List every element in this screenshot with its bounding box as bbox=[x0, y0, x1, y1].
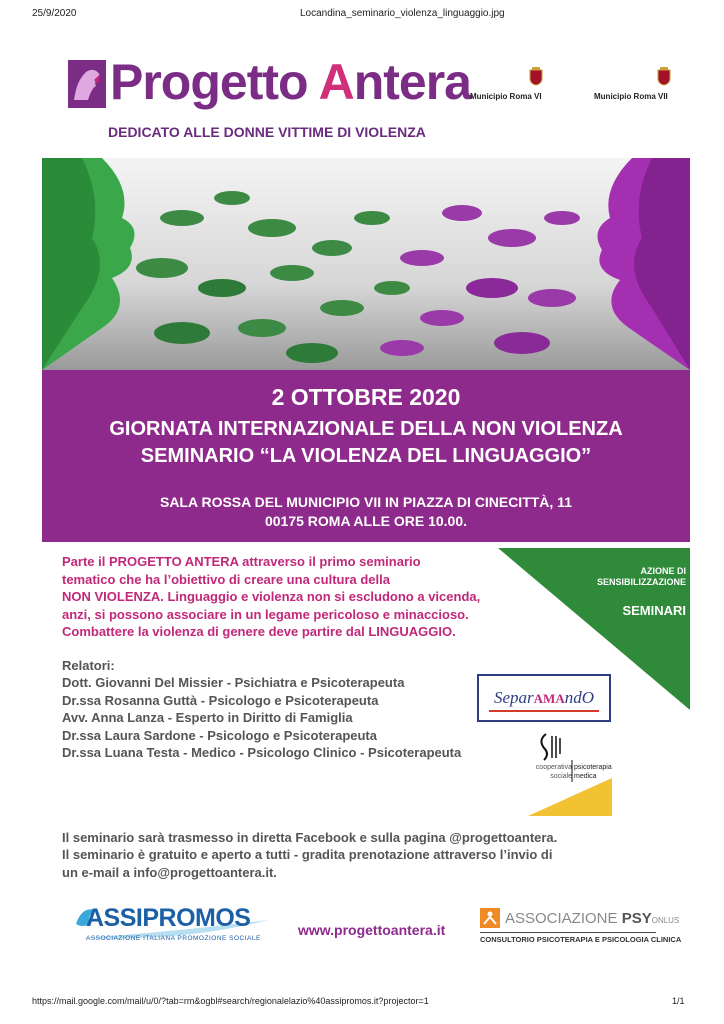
assipromos-subtitle: ASSOCIAZIONE ITALIANA PROMOZIONE SOCIALE bbox=[86, 935, 261, 942]
separamando-part2: AMA bbox=[533, 691, 565, 706]
municipio-vi-label: Municipio Roma VI bbox=[470, 92, 542, 101]
speaker-item: Avv. Anna Lanza - Esperto in Diritto di Famiglia bbox=[62, 710, 353, 726]
separamando-text bbox=[479, 688, 609, 708]
website-link[interactable]: www.progettoantera.it bbox=[298, 922, 446, 938]
badge-line2: SENSIBILIZZAZIONE bbox=[596, 577, 686, 587]
assipromos-name: ASSIPROMOS bbox=[86, 904, 251, 932]
badge-line3: SEMINARI bbox=[622, 603, 686, 618]
psy-logo-icon bbox=[480, 908, 500, 928]
intro-line: Combattere la violenza di genere deve partire dal LINGUAGGIO. bbox=[62, 624, 456, 639]
intro-text bbox=[62, 553, 532, 641]
psy-name-bold: PSY bbox=[621, 910, 652, 927]
roma-crest-icon bbox=[528, 66, 544, 86]
bottom-line: un e-mail a info@progettoantera.it. bbox=[62, 864, 277, 880]
intro-line: NON VIOLENZA. Linguaggio e violenza non si escludono a vicenda, bbox=[62, 589, 481, 604]
psy-suffix: ONLUS bbox=[651, 916, 680, 925]
psy-name bbox=[505, 910, 679, 927]
bottom-line: Il seminario è gratuito e aperto a tutti - gradita prenotazione attraverso l’invio di bbox=[62, 847, 553, 863]
coop-right-text bbox=[574, 763, 614, 781]
coop-left-line1: cooperativa bbox=[535, 764, 572, 771]
logo-title-part2: ntera bbox=[353, 54, 471, 110]
psy-divider bbox=[480, 932, 656, 933]
intro-line: tematico che ha l’obiettivo di creare una cultura della bbox=[62, 571, 390, 587]
speaker-item: Dr.ssa Laura Sardone - Psicologo e Psicoterapeuta bbox=[62, 727, 377, 743]
bottom-line: Il seminario sarà trasmesso in diretta Facebook e sulla pagina @progettoantera. bbox=[62, 830, 558, 845]
event-date: 2 OTTOBRE 2020 bbox=[271, 384, 461, 410]
separamando-part1: Separ bbox=[494, 688, 534, 707]
coop-right-line2: medica bbox=[574, 773, 597, 780]
municipio-vii-label: Municipio Roma VII bbox=[594, 92, 668, 101]
speaker-item: Dr.ssa Rosanna Guttà - Psicologo e Psicoterapeuta bbox=[62, 692, 379, 708]
speakers-heading: Relatori: bbox=[62, 658, 115, 673]
event-venue-line1: SALA ROSSA DEL MUNICIPIO VII IN PIAZZA DI CINECITTÀ, 11 bbox=[159, 494, 572, 510]
event-title-line2: SEMINARIO “LA VIOLENZA DEL LINGUAGGIO” bbox=[140, 445, 592, 467]
roma-crest-icon bbox=[656, 66, 672, 86]
print-filename: Locandina_seminario_violenza_linguaggio.jpg bbox=[300, 8, 505, 19]
intro-line: Parte il PROGETTO ANTERA attraverso il primo seminario bbox=[62, 554, 421, 569]
separamando-part3: ndO bbox=[564, 688, 594, 707]
event-venue-line2: 00175 ROMA ALLE ORE 10.00. bbox=[264, 513, 468, 529]
print-url: https://mail.google.com/mail/u/0/?tab=rm&ogbl#search/regionalelazio%40assipromos.it?projector=1 bbox=[32, 996, 429, 1006]
print-page-number: 1/1 bbox=[672, 996, 685, 1006]
coop-right-line1: psicoterapia bbox=[574, 764, 612, 771]
badge-line1: AZIONE DI bbox=[640, 566, 686, 576]
psy-prefix: ASSOCIAZIONE bbox=[505, 910, 622, 927]
psy-subtitle: CONSULTORIO PSICOTERAPIA E PSICOLOGIA CLINICA bbox=[480, 935, 682, 944]
coop-left-text bbox=[532, 763, 572, 781]
logo-subtitle: DEDICATO ALLE DONNE VITTIME DI VIOLENZA bbox=[108, 124, 426, 140]
speaker-item: Dr.ssa Luana Testa - Medico - Psicologo Clinico - Psicoterapeuta bbox=[62, 745, 462, 761]
event-band bbox=[42, 370, 690, 542]
speaker-item: Dott. Giovanni Del Missier - Psichiatra e Psicoterapeuta bbox=[62, 675, 405, 691]
logo-title-a: A bbox=[318, 54, 354, 110]
separamando-logo bbox=[477, 674, 611, 722]
logo-title-part1: Progetto bbox=[110, 54, 319, 110]
intro-line: anzi, si possono associare in un legame pericoloso e minaccioso. bbox=[62, 606, 469, 622]
logo-title bbox=[110, 52, 471, 112]
print-date: 25/9/2020 bbox=[32, 8, 77, 19]
speakers-list bbox=[62, 657, 461, 761]
separamando-underline bbox=[489, 710, 599, 712]
coop-left-line2: sociale bbox=[550, 773, 572, 780]
antera-logo-icon bbox=[68, 60, 106, 108]
hero-illustration bbox=[42, 158, 690, 370]
bottom-info bbox=[62, 829, 557, 881]
event-title-line1: GIORNATA INTERNAZIONALE DELLA NON VIOLENZA bbox=[109, 418, 623, 440]
